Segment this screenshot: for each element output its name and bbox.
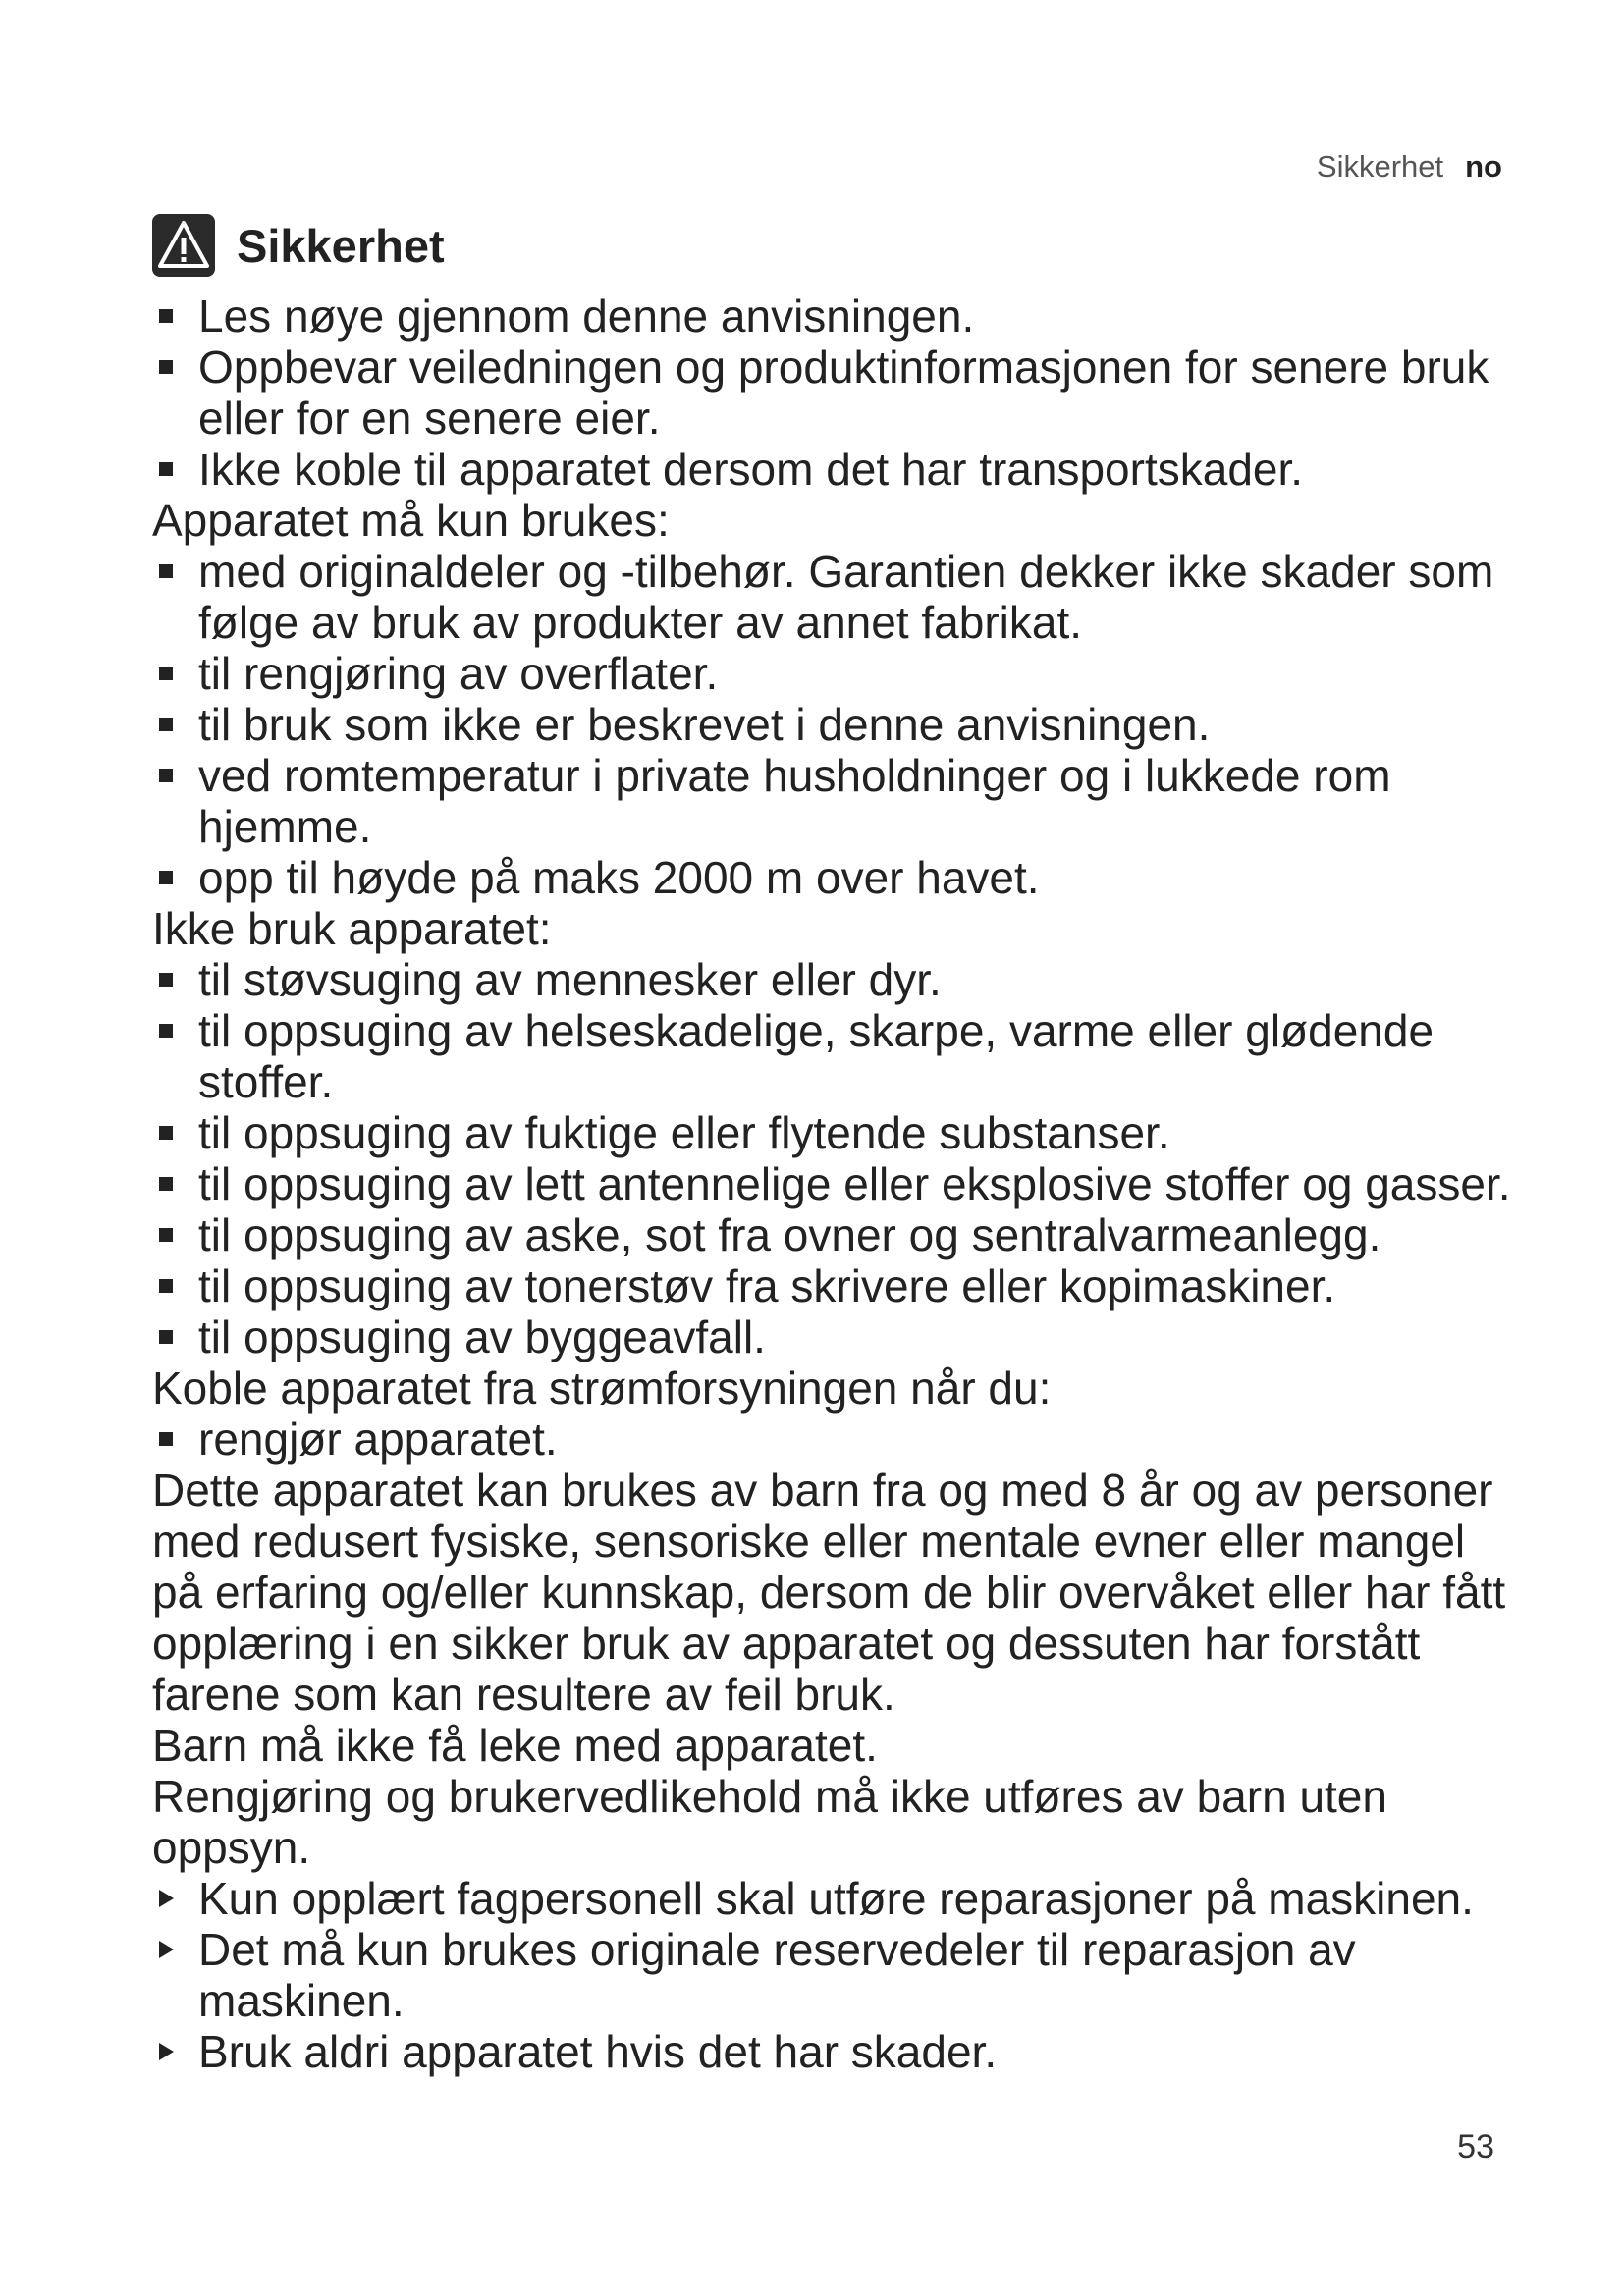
bullet-square-icon [159, 1177, 173, 1191]
warning-triangle-icon [152, 214, 215, 277]
list-item: Ikke koble til apparatet dersom det har transportskader. [152, 444, 1517, 495]
bullet-square-icon [159, 1024, 173, 1038]
header-section: Sikkerhet [1316, 149, 1444, 184]
paragraph: Dette apparatet kan brukes av barn fra og med 8 år og av personer med redusert fysiske, sensoriske eller mentale evner eller mangel på erfaring og/eller kunnskap, dersom de blir overvåket eller har fått opplæring i en sikker bruk av apparatet og dessuten har forstått farene som kan resultere av feil bruk. [152, 1465, 1506, 1720]
page-title: Sikkerhet [237, 219, 445, 272]
list-item: til oppsuging av helseskadelige, skarpe, varme eller glødende stoffer. [152, 1005, 1517, 1107]
arrow-right-icon [159, 1890, 174, 1907]
list-item: opp til høyde på maks 2000 m over havet. [152, 852, 1517, 903]
instruction-item: Bruk aldri apparatet hvis det har skader. [152, 2026, 1517, 2077]
paragraph: Ikke bruk apparatet: [152, 903, 552, 954]
list-item: med originaldeler og -tilbehør. Garantien dekker ikke skader som følge av bruk av produkter av annet fabrikat. [152, 546, 1517, 648]
bullet-square-icon [159, 1330, 173, 1344]
arrow-right-icon [159, 2043, 174, 2060]
bullet-square-icon [159, 769, 173, 782]
bullet-square-icon [159, 718, 173, 731]
list-item: til oppsuging av fuktige eller flytende substanser. [152, 1107, 1517, 1158]
bullet-square-icon [159, 564, 173, 578]
list-item: til oppsuging av aske, sot fra ovner og sentralvarmeanlegg. [152, 1209, 1517, 1260]
paragraph: Rengjøring og brukervedlikehold må ikke utføres av barn uten oppsyn. [152, 1771, 1387, 1873]
paragraph: Barn må ikke få leke med apparatet. [152, 1720, 878, 1771]
list-item: til oppsuging av lett antennelige eller eksplosive stoffer og gasser. [152, 1158, 1517, 1209]
list-item: til oppsuging av tonerstøv fra skrivere eller kopimaskiner. [152, 1260, 1517, 1311]
instruction-item: Det må kun brukes originale reservedeler til reparasjon av maskinen. [152, 1924, 1517, 2026]
arrow-right-icon [159, 1941, 174, 1958]
list-item: Les nøye gjennom denne anvisningen. [152, 291, 1517, 342]
section-heading [152, 214, 1517, 277]
bullet-square-icon [159, 973, 173, 987]
list-item: ved romtemperatur i private husholdninger og i lukkede rom hjemme. [152, 750, 1517, 852]
page-number: 53 [1457, 2128, 1494, 2165]
bullet-square-icon [159, 667, 173, 680]
bullet-square-icon [159, 1228, 173, 1242]
instruction-item: Kun opplært fagpersonell skal utføre reparasjoner på maskinen. [152, 1873, 1517, 1924]
bullet-square-icon [159, 1432, 173, 1446]
list-item: rengjør apparatet. [152, 1414, 1517, 1465]
bullet-square-icon [159, 309, 173, 323]
paragraph: Apparatet må kun brukes: [152, 495, 670, 546]
list-item: Oppbevar veiledningen og produktinformasjonen for senere bruk eller for en senere eier. [152, 342, 1517, 444]
bullet-square-icon [159, 871, 173, 884]
bullet-square-icon [159, 1279, 173, 1293]
paragraph: Koble apparatet fra strømforsyningen når du: [152, 1362, 1052, 1414]
running-header [1317, 149, 1502, 185]
content [152, 214, 1517, 2077]
bullet-square-icon [159, 360, 173, 374]
list-item: til bruk som ikke er beskrevet i denne anvisningen. [152, 699, 1517, 750]
list-item: til rengjøring av overflater. [152, 648, 1517, 699]
list-item: til oppsuging av byggeavfall. [152, 1311, 1517, 1362]
header-language: no [1465, 149, 1502, 184]
bullet-square-icon [159, 1126, 173, 1140]
bullet-square-icon [159, 462, 173, 476]
list-item: til støvsuging av mennesker eller dyr. [152, 954, 1517, 1005]
